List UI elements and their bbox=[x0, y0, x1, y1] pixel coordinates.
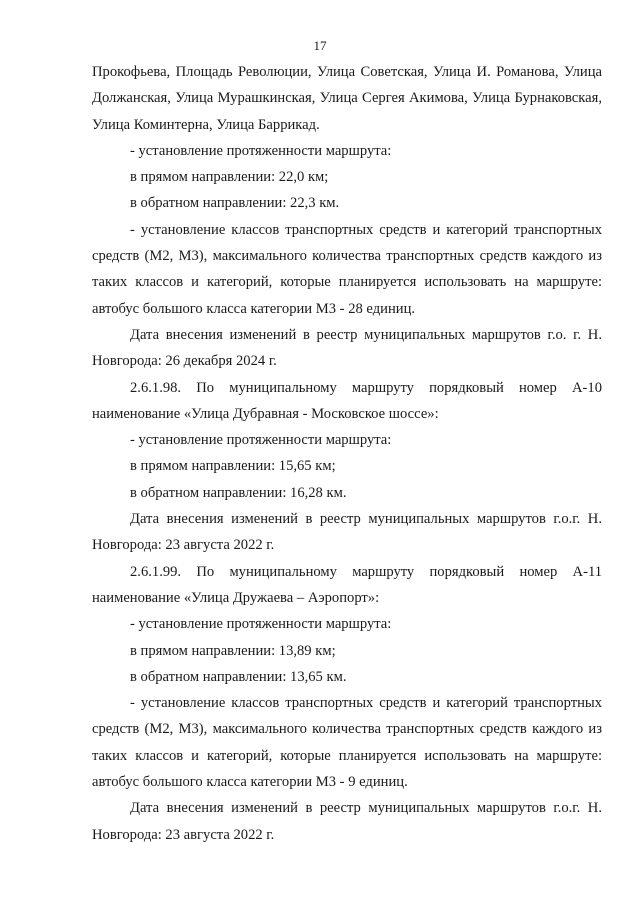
paragraph: - установление протяженности маршрута: bbox=[130, 142, 392, 159]
paragraph: - установление протяженности маршрута: bbox=[130, 432, 392, 449]
paragraph: в обратном направлении: 13,65 км. bbox=[130, 668, 347, 685]
paragraph: 2.6.1.99. По муниципальному маршруту порядковый номер А-11 наименование «Улица Дружаева – Аэропорт»: bbox=[92, 563, 602, 606]
paragraph: Дата внесения изменений в реестр муниципальных маршрутов г.о.г. Н. Новгорода: 23 августа 2022 г. bbox=[92, 511, 602, 554]
paragraph: Дата внесения изменений в реестр муниципальных маршрутов г.о.г. Н. Новгорода: 23 августа 2022 г. bbox=[92, 800, 602, 843]
paragraph: в обратном направлении: 22,3 км. bbox=[130, 195, 340, 212]
document-body bbox=[92, 59, 602, 848]
paragraph: в прямом направлении: 13,89 км; bbox=[130, 642, 336, 659]
paragraph: Прокофьева, Площадь Революции, Улица Советская, Улица И. Романова, Улица Должанская, Улица Мурашкинская, Улица Сергея Акимова, Улица Бурнаковская, Улица Коминтерна, Улица Баррикад. bbox=[92, 64, 602, 133]
page-number: 17 bbox=[313, 38, 327, 53]
paragraph: в прямом направлении: 15,65 км; bbox=[130, 458, 336, 475]
paragraph: 2.6.1.98. По муниципальному маршруту порядковый номер А-10 наименование «Улица Дубравная - Московское шоссе»: bbox=[92, 379, 602, 422]
paragraph: - установление классов транспортных средств и категорий транспортных средств (М2, М3), максимального количества транспортных средств каждого из таких классов и категорий, которые планируется использовать на маршруте: автобус большого класса категории М3 - 9 единиц. bbox=[92, 695, 602, 791]
paragraph: - установление классов транспортных средств и категорий транспортных средств (М2, М3), максимального количества транспортных средств каждого из таких классов и категорий, которые планируется использовать на маршруте: автобус большого класса категории М3 - 28 единиц. bbox=[92, 221, 602, 317]
paragraph: в прямом направлении: 22,0 км; bbox=[130, 169, 329, 186]
paragraph: - установление протяженности маршрута: bbox=[130, 616, 392, 633]
paragraph: в обратном направлении: 16,28 км. bbox=[130, 484, 347, 501]
paragraph: Дата внесения изменений в реестр муниципальных маршрутов г.о. г. Н. Новгорода: 26 декабря 2024 г. bbox=[92, 326, 602, 370]
